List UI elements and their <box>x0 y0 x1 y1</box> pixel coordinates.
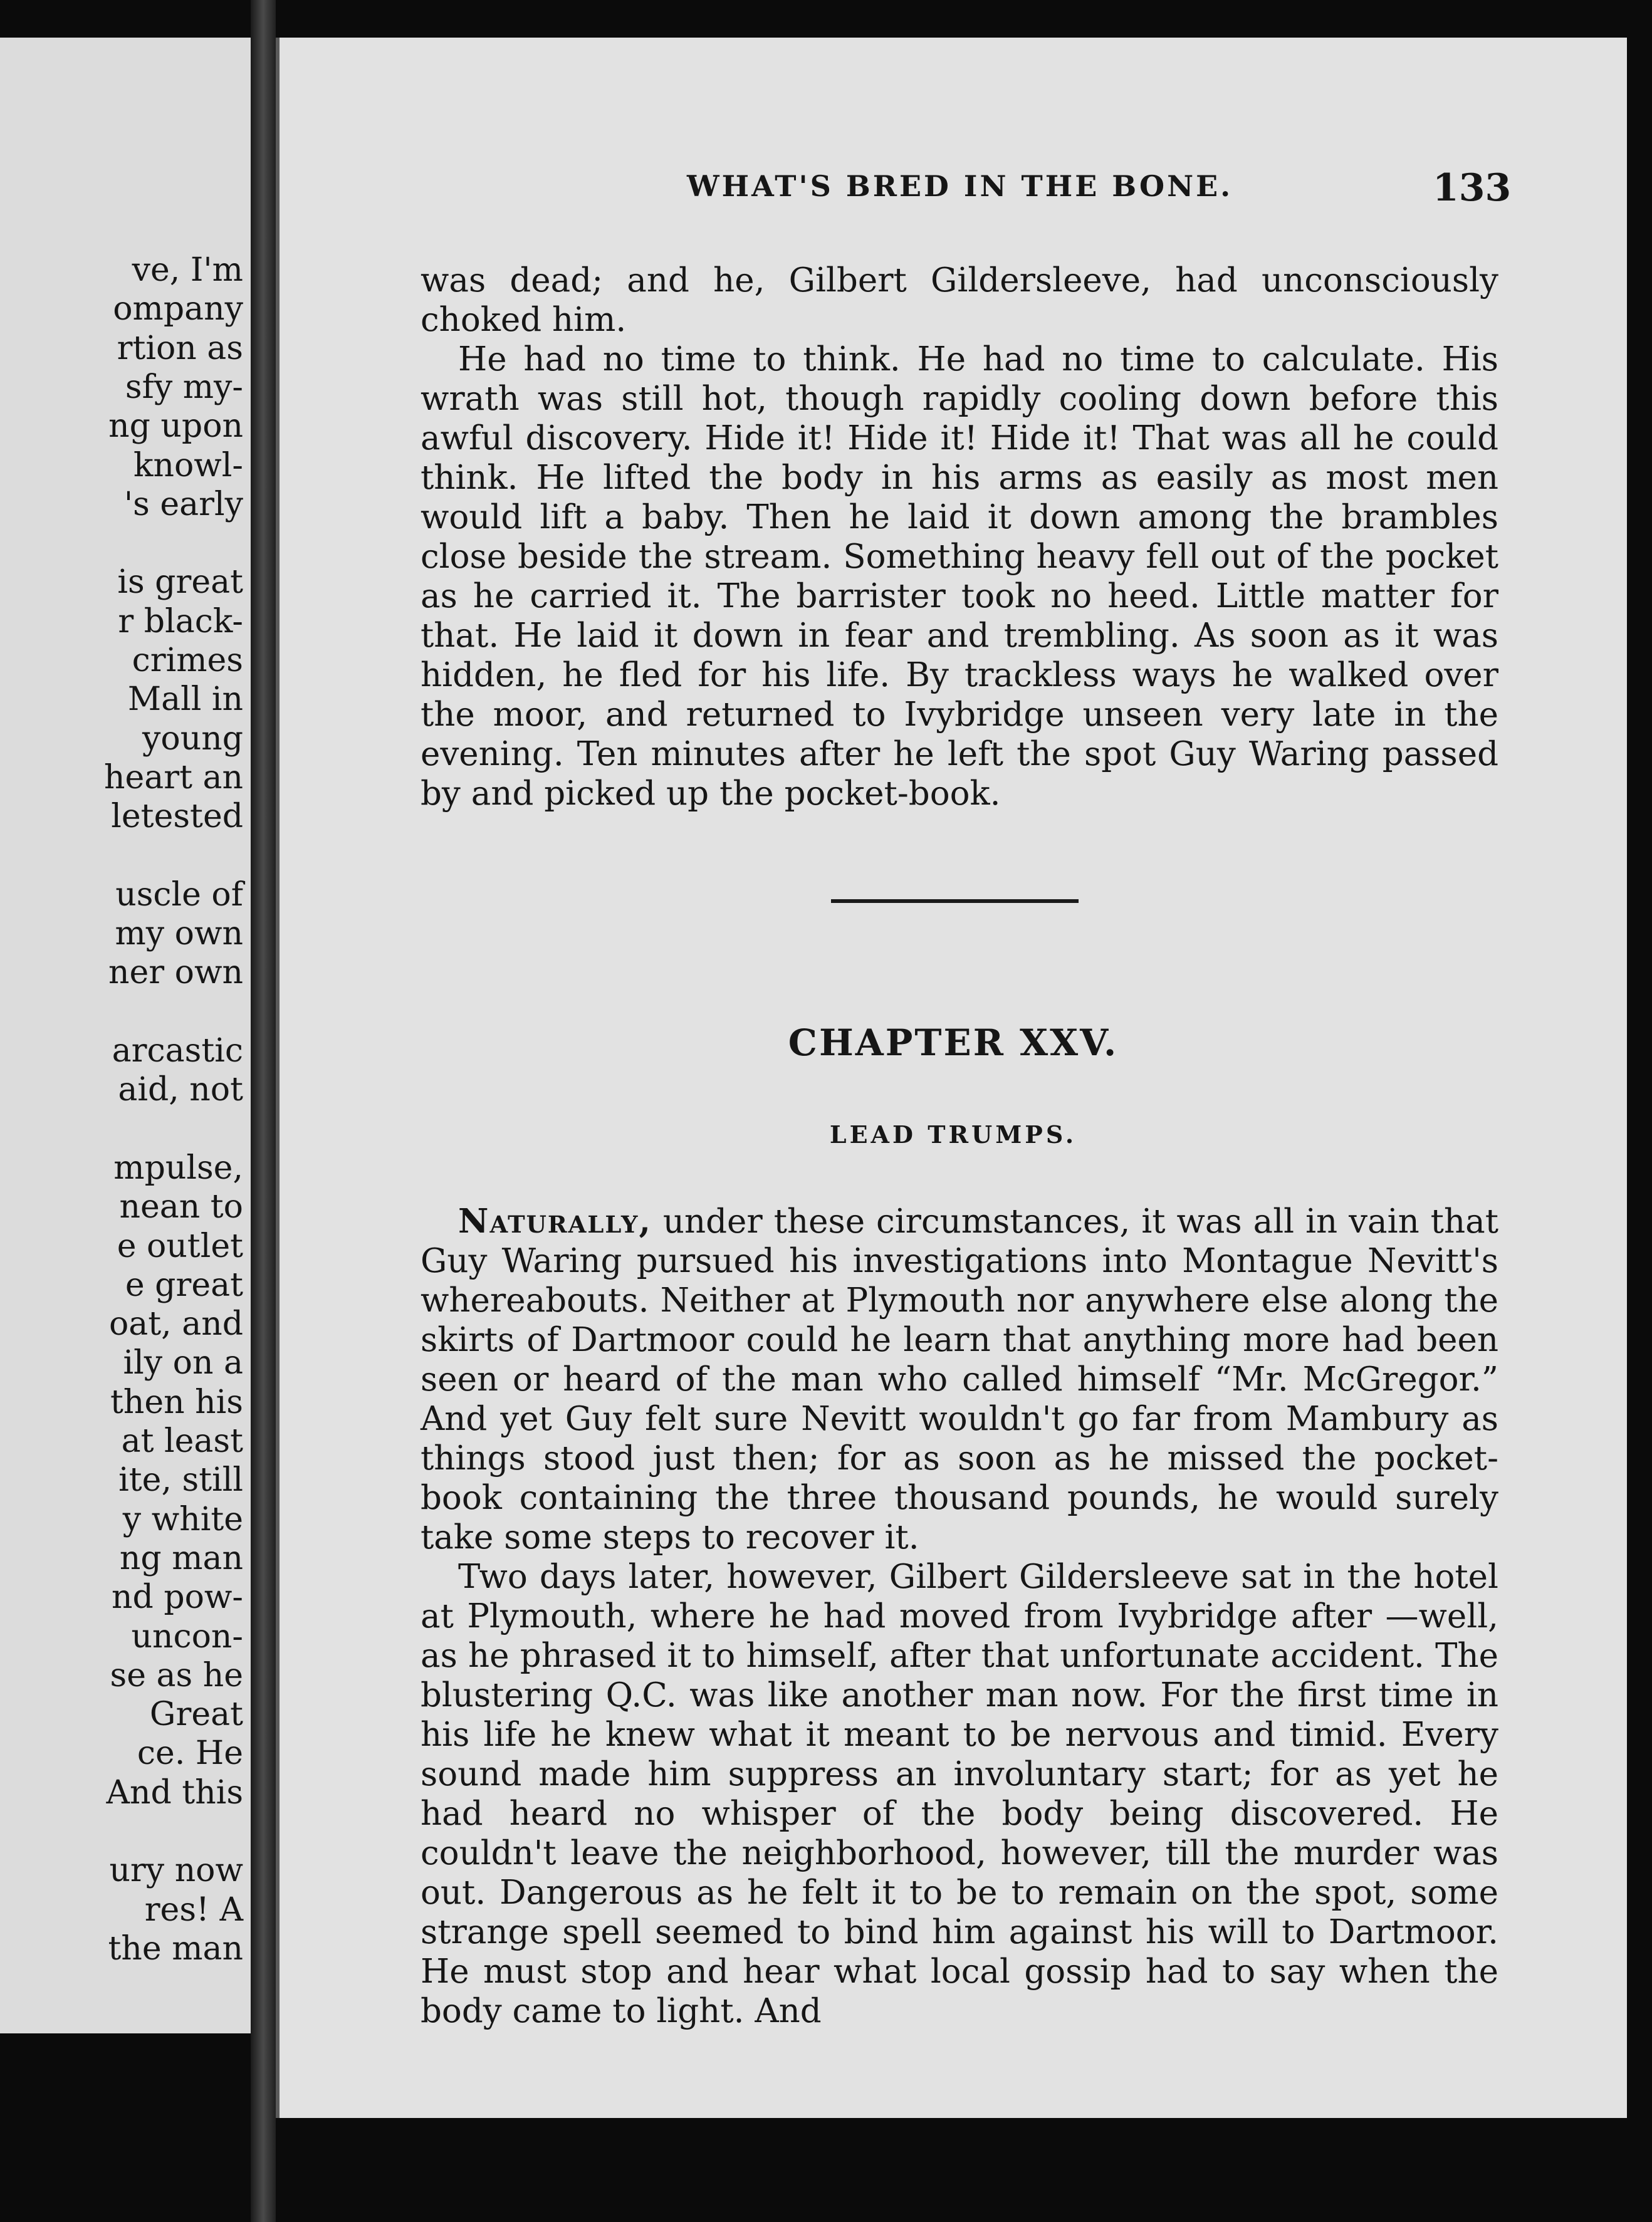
fragment-line: then his <box>110 1383 243 1421</box>
fragment-line: oat, and <box>108 1305 243 1343</box>
fragment-line: ner own <box>108 954 243 992</box>
fragment-line: ng man <box>119 1539 243 1577</box>
paragraph: Two days later, however, Gilbert Gildersleeve sat in the hotel at Plymouth, where he had moved from Ivybridge after —well, as he phrased it to himself, after that unfortunate accident. The blustering Q.C. was like another man now. For the first time in his life he knew what it meant to be nervous and timid. Every sound made him suppress an involuntary start; for as yet he had heard no whisper of the body being discovered. He couldn't leave the neighborhood, however, till the murder was out. Dangerous as he felt it to be to remain on the spot, some strange spell seemed to bind him against his will to Dartmoor. He must stop and hear what local gossip had to say when the body came to light. And <box>421 1558 1498 2030</box>
fragment-line: ompany <box>113 290 243 328</box>
fragment-line: r black- <box>118 602 243 640</box>
fragment-line: nd pow- <box>112 1578 243 1617</box>
paragraph: was dead; and he, Gilbert Gildersleeve, had unconsciously choked him. <box>421 261 1498 339</box>
paragraph-text: under these circumstances, it was all in vain that Guy Waring pursued his investigations into Montague Nevitt's whereabouts. Neither at Plymouth nor anywhere else along the skirts of Dartmoor could he learn that anything more had been seen or heard of the man who called himself “Mr. McGregor.” And yet Guy felt sure Nevitt wouldn't go far from Mambury as things stood just then; for as soon as he missed the pocket-book containing the three thousand pounds, he would surely take some steps to recover it. <box>421 1202 1498 1557</box>
fragment-line: Mall in <box>127 681 243 719</box>
paragraph: He had no time to think. He had no time to calculate. His wrath was still hot, though rapidly cooling down before this awful discovery. Hide it! Hide it! Hide it! That was all he could think. He lifted the body in his arms as easily as most men would lift a baby. Then he laid it down among the brambles close beside the stream. Something heavy fell out of the pocket as he carried it. The barrister took no heed. Little matter for that. He laid it down in fear and trembling. As soon as it was hidden, he fled for his life. By trackless ways he walked over the moor, and returned to Ivybridge unseen very late in the evening. Ten minutes after he left the spot Guy Waring passed by and picked up the pocket-book. <box>421 340 1498 813</box>
fragment-line: ve, I'm <box>132 251 243 289</box>
fragment-line: ng upon <box>108 407 243 446</box>
running-head: WHAT'S BRED IN THE BONE. <box>687 169 1233 203</box>
fragment-line: mpulse, <box>113 1149 243 1187</box>
fragment-line: res! A <box>144 1891 243 1929</box>
section-text-1 <box>421 261 1498 813</box>
fragment-line: young <box>142 719 243 758</box>
page-number: 133 <box>1433 166 1512 210</box>
fragment-line: at least <box>121 1422 243 1460</box>
section-text-2 <box>421 1202 1498 2031</box>
fragment-line: letested <box>111 798 243 836</box>
fragment-line: ite, still <box>118 1461 243 1500</box>
chapter-title: CHAPTER XXV. <box>788 1021 1119 1064</box>
fragment-line: 's early <box>123 485 243 523</box>
fragment-line: ce. He <box>137 1734 243 1773</box>
chapter-subtitle: LEAD TRUMPS. <box>829 1120 1077 1149</box>
fragment-line: Great <box>149 1696 243 1734</box>
fragment-line: heart an <box>103 758 243 796</box>
fragment-line: ury now <box>109 1852 243 1890</box>
fragment-line: arcastic <box>112 1032 243 1070</box>
fragment-line: is great <box>117 563 243 602</box>
book-page <box>276 38 1627 2118</box>
section-divider <box>831 899 1079 903</box>
fragment-line: And this <box>106 1773 243 1812</box>
fragment-line: my own <box>115 915 243 953</box>
fragment-line: crimes <box>132 642 243 679</box>
paragraph <box>421 1202 1498 1557</box>
fragment-line: e outlet <box>117 1227 243 1265</box>
fragment-line: uscle of <box>115 875 243 914</box>
fragment-line: rtion as <box>117 329 243 367</box>
previous-page-fragment <box>0 38 256 2033</box>
fragment-line: y white <box>122 1500 243 1538</box>
fragment-line: e great <box>125 1266 243 1304</box>
fragment-line: uncon- <box>131 1617 243 1656</box>
lead-word: Naturally, <box>458 1202 652 1241</box>
fragment-line: nean to <box>119 1188 243 1226</box>
fragment-line: knowl- <box>133 446 243 484</box>
fragment-line: ily on a <box>123 1344 243 1382</box>
fragment-line: the man <box>108 1929 243 1968</box>
book-gutter <box>251 0 276 2222</box>
fragment-line: se as he <box>110 1656 243 1694</box>
fragment-line: sfy my- <box>125 368 243 406</box>
fragment-line: aid, not <box>118 1071 243 1109</box>
